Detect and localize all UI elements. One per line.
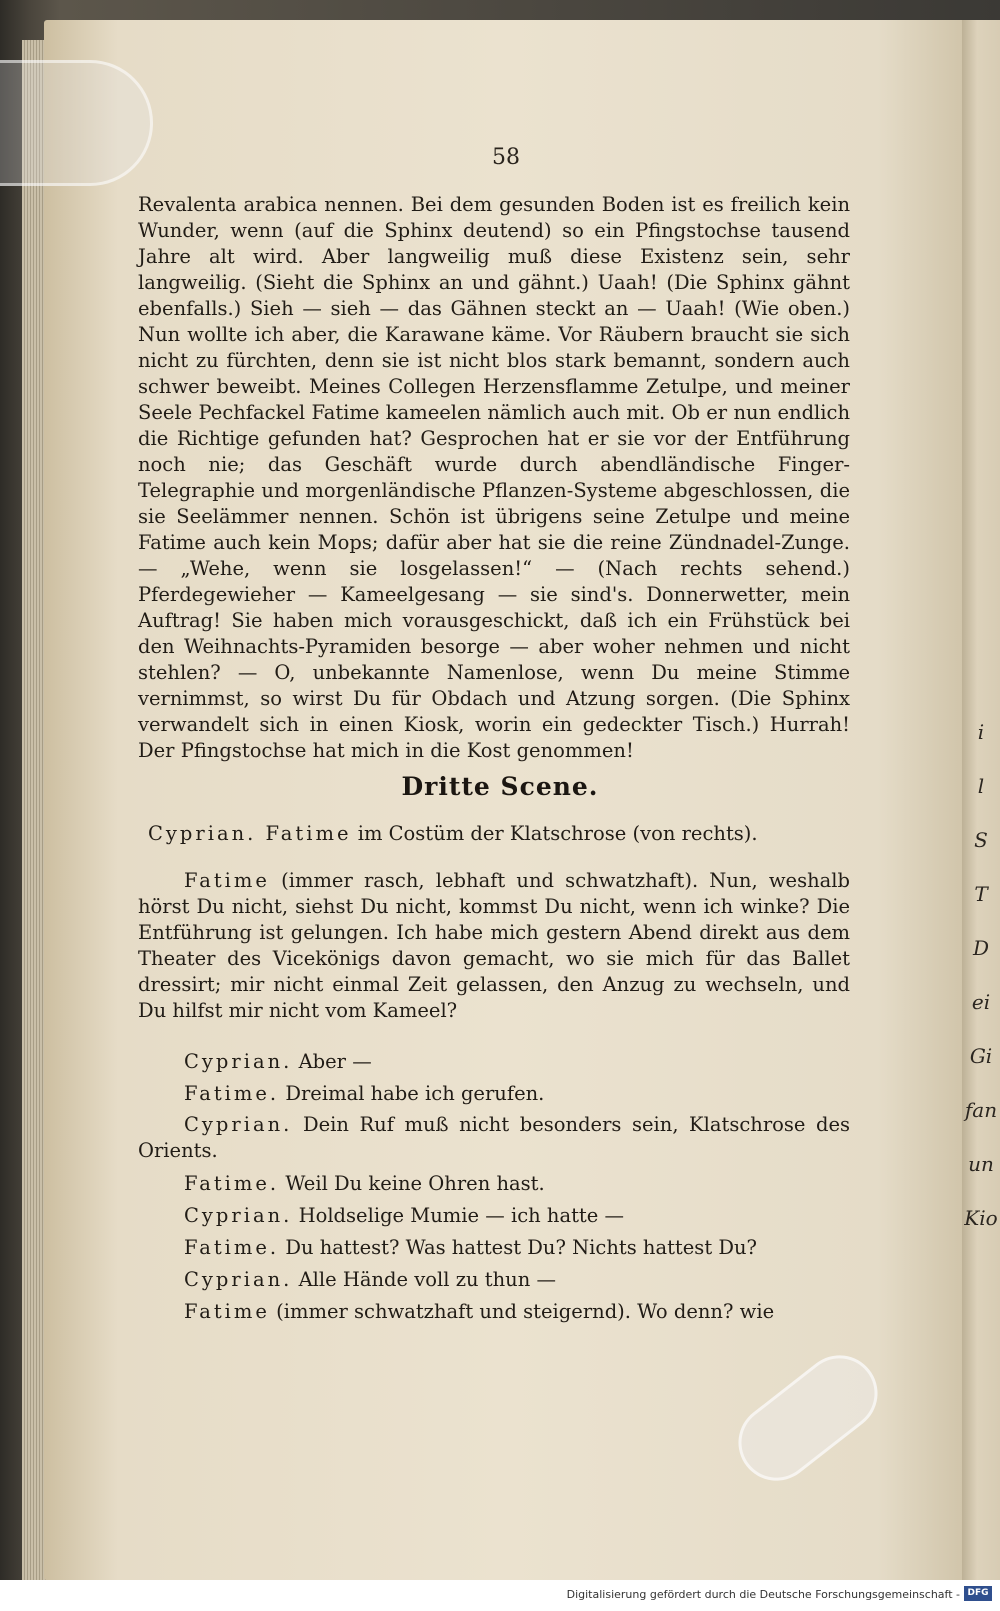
speech-text: Dreimal habe ich gerufen. — [285, 1082, 545, 1105]
speech-text: Alle Hände voll zu thun — — [298, 1268, 556, 1291]
footer-credit: Digitalisierung gefördert durch die Deutsche Forschungsgemeinschaft - — [566, 1588, 960, 1601]
page-clip-top — [0, 60, 153, 186]
footer-bar — [0, 1580, 1000, 1611]
speaker-name: Cyprian. — [184, 1113, 293, 1136]
dialogue-line — [184, 1236, 757, 1259]
speech-text: Du hattest? Was hattest Du? Nichts hattest Du? — [285, 1236, 757, 1259]
fragment: D — [972, 936, 990, 960]
fatime-paragraph — [138, 868, 850, 1024]
dialogue-line — [184, 1268, 556, 1291]
fragment: ei — [971, 990, 991, 1014]
stage-direction-speakers: Cyprian. Fatime — [148, 822, 352, 845]
speech-text: (immer rasch, lebhaft und schwatzhaft). Nun, weshalb hörst Du nicht, siehst Du nicht, kommst Du nicht, wenn ich winke? Die Entführung ist gelungen. Ich habe mich gestern Abend direkt aus dem Theater des Vicekönigs davon gemacht, wo sie mich für das Ballet dressirt; mir nicht einmal Zeit gelassen, den Anzug zu wechseln, und Du hilfst mir nicht vom Kameel? — [138, 869, 850, 1022]
stage-direction-text: im Costüm der Klatschrose (von rechts). — [357, 822, 758, 845]
speaker-name: Cyprian. — [184, 1050, 293, 1073]
speech-text: (immer schwatzhaft und steigernd). Wo denn? wie — [276, 1300, 775, 1323]
speaker-name: Fatime — [184, 869, 270, 892]
speaker-name: Cyprian. — [184, 1268, 293, 1291]
fragment: i — [977, 720, 985, 744]
dialogue-line — [184, 1082, 544, 1105]
fragment: fan — [964, 1098, 998, 1122]
dfg-logo: DFG — [964, 1586, 992, 1601]
fragment: Gi — [969, 1044, 993, 1068]
speech-text: Aber — — [298, 1050, 372, 1073]
speech-text: Holdselige Mumie — ich hatte — — [298, 1204, 624, 1227]
speech-text: Dein Ruf muß nicht besonders sein, Klatschrose des Orients. — [138, 1113, 851, 1162]
dialogue-line — [184, 1050, 372, 1073]
first-paragraph: Revalenta arabica nennen. Bei dem gesunden Boden ist es freilich kein Wunder, wenn (auf die Sphinx deutend) so ein Pfingstochse tausend Jahre alt wird. Aber langweilig muß diese Existenz sein, sehr langweilig. (Sieht die Sphinx an und gähnt.) Uaah! (Die Sphinx gähnt ebenfalls.) Sieh — sieh — das Gähnen steckt an — Uaah! (Wie oben.) Nun wollte ich aber, die Karawane käme. Vor Räubern braucht sie sich nicht zu fürchten, denn sie ist nicht blos stark bemannt, sondern auch schwer beweibt. Meines Collegen Herzensflamme Zetulpe, und meiner Seele Pechfackel Fatime kameelen nämlich auch mit. Ob er nun endlich die Richtige gefunden hat? Gesprochen hat er sie vor der Entführung noch nie; das Geschäft wurde durch abendländische Finger-Telegraphie und morgenländische Pflanzen-Systeme abgeschlossen, die sie Seelämmer nennen. Schön ist übrigens seine Zetulpe und meine Fatime auch kein Mops; dafür aber hat sie die reine Zündnadel-Zunge. — „Wehe, wenn sie losgelassen!“ — (Nach rechts sehend.) Pferdegewieher — Kameelgesang — sie sind's. Donnerwetter, mein Auftrag! Sie haben mich vorausgeschickt, daß ich ein Frühstück bei den Weihnachts-Pyramiden besorge — aber woher nehmen und nicht stehlen? — O, unbekannte Namenlose, wenn Du meine Stimme vernimmst, so wirst Du für Obdach und Atzung sorgen. (Die Sphinx verwandelt sich in einen Kiosk, worin ein gedeckter Tisch.) Hurrah! Der Pfingstochse hat mich in die Kost genommen! — [138, 193, 850, 762]
speaker-name: Fatime — [184, 1300, 270, 1323]
stage-direction — [148, 822, 758, 845]
speaker-name: Fatime. — [184, 1172, 280, 1195]
right-page-fragments — [962, 720, 1000, 1260]
speech-text: Weil Du keine Ohren hast. — [285, 1172, 545, 1195]
fragment: l — [977, 774, 985, 798]
page-number: 58 — [492, 145, 520, 170]
speaker-name: Cyprian. — [184, 1204, 293, 1227]
dialogue-line — [184, 1172, 545, 1195]
speaker-name: Fatime. — [184, 1082, 280, 1105]
dialogue-line — [184, 1204, 624, 1227]
dialogue-line — [184, 1300, 774, 1323]
fragment: Kio — [964, 1206, 998, 1230]
speaker-name: Fatime. — [184, 1236, 280, 1259]
fragment: T — [974, 882, 988, 906]
scene-heading: Dritte Scene. — [401, 772, 599, 801]
dialogue-line — [138, 1112, 850, 1164]
fragment: S — [974, 828, 988, 852]
fragment: un — [968, 1152, 994, 1176]
